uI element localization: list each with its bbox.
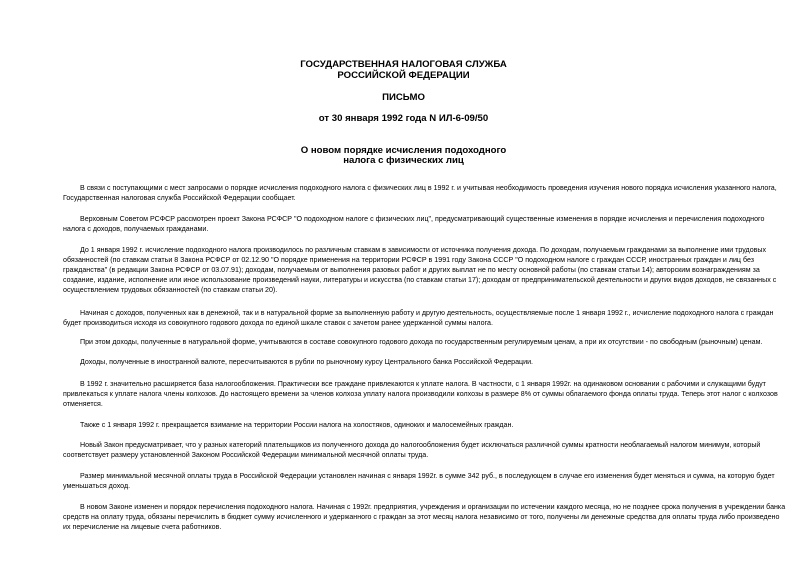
org-name-line-1: ГОСУДАРСТВЕННАЯ НАЛОГОВАЯ СЛУЖБА (300, 59, 507, 70)
paragraph-line: средств на оплату труда, обязаны перечислить в бюджет сумму исчисленного и удержанного с граждан за этот месяц налога независимо от того, получены ли денежные средства для оплаты труда либо произведено (63, 513, 780, 521)
paragraph-line: В новом Законе изменен и порядок перечисления подоходного налога. Начиная с 1992г. предприятия, учреждения и организации по истечении каждого месяца, но не позднее срока получения в учреждении банка (80, 503, 786, 511)
paragraph (63, 245, 807, 295)
paragraph-line: Верховным Советом РСФСР рассмотрен проект Закона РСФСР "О подоходном налоге с физических лиц", предусматривающий существенные изменения в порядке исчисления и перечисления подоходного (80, 215, 765, 223)
paragraph-line: Новый Закон предусматривает, что у разных категорий плательщиков из полученного дохода до налогообложения будет исключаться различной суммы кратности необлагаемый налогом минимум, который (80, 441, 761, 449)
paragraph (63, 440, 807, 460)
paragraph (63, 357, 807, 367)
paragraph (63, 502, 807, 532)
paragraph-line: При этом доходы, полученные в натуральной форме, учитываются в составе совокупного годового дохода по государственным регулируемым ценам, а при их отсутствии - по свободным (рыночным) ценам. (80, 338, 763, 346)
document-subject-line-1: О новом порядке исчисления подоходного (300, 145, 507, 156)
paragraph-line: отменяется. (63, 400, 103, 408)
paragraph-line: Также с 1 января 1992 г. прекращается взимание на территории России налога на холостяков, одиноких и малосемейных граждан. (80, 421, 514, 429)
paragraph-line: Размер минимальной месячной оплаты труда в Российской Федерации установлен начиная с января 1992г. в сумме 342 руб., в последующем в случае его изменения будет меняться и сумма, на которую будет (80, 472, 775, 480)
paragraph-line: осуществлением трудовых обязанностей (по ставкам статьи 20). (63, 286, 278, 294)
paragraph-line: создание, издание, исполнение или иное использование произведений науки, литературы и искусства (по ставкам статьи 17); доходам от предпринимательской деятельности и других видов доходов, не связанных с (63, 276, 777, 284)
paragraph-line: гражданства" (в редакции Закона РСФСР от 03.07.91); доходам, получаемым от выполнения разовых работ и других выплат не по месту основной работы (по ставкам статьи 14); авторским вознаграждениям за (63, 266, 760, 274)
paragraph-line: их перечисление на лицевые счета работников. (63, 523, 222, 531)
paragraph-line: привлекаться к уплате налога члены колхозов. До настоящего времени за членов колхоза уплату налога производили колхозы в размере 8% от суммы облагаемого фонда оплаты труда. Теперь этот налог с колхозов (63, 390, 778, 398)
document-type: ПИСЬМО (382, 92, 425, 103)
paragraph-line: соответствует размеру установленной Законом Российской Федерации минимальной месячной оплаты труда. (63, 451, 429, 459)
paragraph (63, 183, 807, 203)
paragraph-line: В связи с поступающими с мест запросами о порядке исчисления подоходного налога с физических лиц в 1992 г. и учитывая необходимость проведения изучения нового порядка исчисления указанного налога, (80, 184, 777, 192)
paragraph (63, 420, 807, 430)
paragraph (63, 471, 807, 491)
paragraph-line: будет производиться исходя из совокупного годового дохода по единой шкале ставок с зачетом ранее удержанной суммы налога. (63, 319, 493, 327)
paragraph (63, 337, 807, 347)
paragraph-line: До 1 января 1992 г. исчисление подоходного налога производилось по различным ставкам в зависимости от источника получения дохода. По доходам, получаемым гражданами за выполнение ими трудовых (80, 246, 767, 254)
paragraph-line: уменьшаться доход. (63, 482, 131, 490)
paragraph-line: Государственная налоговая служба Российской Федерации сообщает. (63, 194, 296, 202)
paragraph-line: обязанностей (по ставкам статьи 8 Закона РСФСР от 02.12.90 "О порядке применения на территории РСФСР в 1991 году Закона СССР "О подоходном налоге с граждан СССР, иностранных граждан и лиц без (63, 256, 754, 264)
paragraph-line: налога с доходов, получаемых гражданами. (63, 225, 209, 233)
paragraph-line: Доходы, полученные в иностранной валюте, пересчитываются в рубли по рыночному курсу Центрального банка Российской Федерации. (80, 358, 534, 366)
paragraph (63, 379, 807, 409)
paragraph (63, 308, 807, 328)
paragraph-line: Начиная с доходов, полученных как в денежной, так и в натуральной форме за выполненную работу и другую деятельность, осуществляемые после 1 января 1992 г., исчисление подоходного налога с граждан (80, 309, 774, 317)
document-date-number: от 30 января 1992 года N ИЛ-6-09/50 (318, 113, 489, 124)
document-subject-line-2: налога с физических лиц (343, 155, 464, 166)
paragraph-line: В 1992 г. значительно расширяется база налогообложения. Практически все граждане привлекаются к уплате налога. В частности, с 1 января 1992г. на одинаковом основании с рабочими и служащими будут (80, 380, 766, 388)
paragraph (63, 214, 807, 234)
org-name-line-2: РОССИЙСКОЙ ФЕДЕРАЦИИ (337, 70, 470, 81)
